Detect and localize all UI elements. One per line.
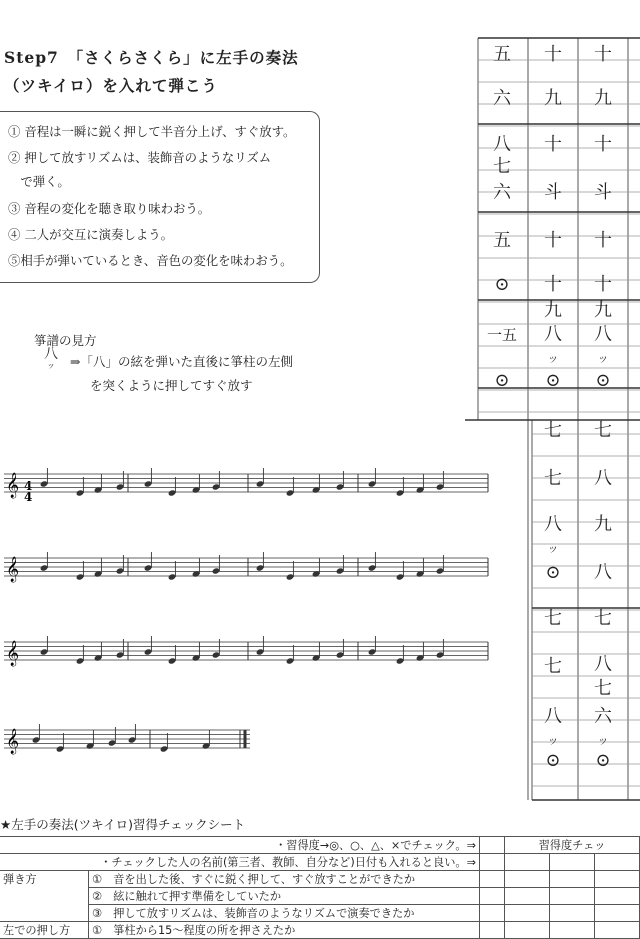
tab-col3-note: 九 xyxy=(594,300,612,321)
instruction-3: ③ 音程の変化を聴き取り味わおう。 xyxy=(8,201,211,216)
legend-line-1: ⇒「八」の絃を弾いた直後に箏柱の左側 xyxy=(70,354,293,369)
table-cell xyxy=(480,837,505,854)
tab-col2-note: 七 xyxy=(544,420,562,441)
tab-col2-note: ⊙ xyxy=(545,750,561,771)
tab-col1-note: 六 xyxy=(493,182,511,203)
tab-col2-note: 八 xyxy=(544,706,562,727)
tab-col2-note: 十 xyxy=(544,230,562,251)
check-cell[interactable] xyxy=(480,888,505,905)
tab-col2-note: ⊙ xyxy=(545,562,561,583)
tab-col2-note: 九 xyxy=(544,88,562,109)
check-item-1: ① 音を出した後、すぐに鋭く押して、すぐ放すことができたか xyxy=(89,871,480,888)
tab-col3-note: 十 xyxy=(594,230,612,251)
check-cell[interactable] xyxy=(550,888,595,905)
table-row xyxy=(0,905,640,922)
tab-col1-note: 七 xyxy=(493,156,511,177)
legend-heading: 箏譜の見方 xyxy=(34,333,97,348)
table-row xyxy=(0,837,640,854)
tab-col2-note: 斗 xyxy=(544,182,562,203)
tab-col3-note: 八 xyxy=(594,562,612,583)
tab-col3-note: 斗 xyxy=(594,182,612,203)
check-header: 習得度チェッ xyxy=(505,837,640,854)
check-cell[interactable] xyxy=(595,871,640,888)
instruction-2: ② 押して放すリズムは、装飾音のようなリズム xyxy=(8,150,272,165)
treble-clef: 𝄞 xyxy=(6,473,20,498)
check-item-2: ② 絃に触れて押す準備をしていたか xyxy=(89,888,480,905)
check-cell[interactable] xyxy=(480,854,505,871)
tab-col3-note-sub: ッ xyxy=(597,352,609,365)
tab-col2-note-sub: ッ xyxy=(547,542,559,555)
check-cell[interactable] xyxy=(595,905,640,922)
check-sheet-table xyxy=(0,836,640,939)
legend-symbol-main: 八 xyxy=(44,346,58,362)
tab-col3-note: 九 xyxy=(594,514,612,535)
instruction-5: ⑤相手が弾いているとき、音色の変化を味わおう。 xyxy=(8,253,293,268)
title-line-2: （ツキイロ）を入れて弾こう xyxy=(4,76,218,95)
tab-col3-note: 七 xyxy=(594,678,612,699)
tab-col2-note: 十 xyxy=(544,274,562,295)
tab-col3-note: 十 xyxy=(594,274,612,295)
tab-col3-note: 七 xyxy=(594,608,612,629)
tab-col3-note: 八 xyxy=(594,654,612,675)
check-item-4: ① 箏柱から15〜程度の所を押さえたか xyxy=(89,922,480,939)
check-item-3: ③ 押して放すリズムは、装飾音のようなリズムで演奏できたか xyxy=(89,905,480,922)
tab-col3-note: 八 xyxy=(594,324,612,345)
tab-col3-note: 十 xyxy=(594,134,612,155)
tab-col2-note: 九 xyxy=(544,300,562,321)
tab-col2-note: 十 xyxy=(544,134,562,155)
tab-col2-note: 八 xyxy=(544,514,562,535)
tab-col3-note: 十 xyxy=(594,44,612,65)
check-cell[interactable] xyxy=(480,922,505,939)
time-signature-bottom: 4 xyxy=(24,490,33,504)
treble-clef: 𝄞 xyxy=(6,641,20,666)
check-cell[interactable] xyxy=(505,905,550,922)
tab-col1-note: 八 xyxy=(493,134,511,155)
time-signature-top: 4 xyxy=(24,479,33,493)
legend-line-2: を突くように押してすぐ放す xyxy=(90,378,253,393)
tab-col2-note: ⊙ xyxy=(545,370,561,391)
check-cell[interactable] xyxy=(505,922,550,939)
table-row xyxy=(0,922,640,939)
tab-col3-note: 六 xyxy=(594,706,612,727)
check-cell[interactable] xyxy=(480,905,505,922)
check-name-note: ・チェックした人の名前(第三者、教師、自分など)日付も入れると良い。⇒ xyxy=(0,854,480,871)
instruction-4: ④ 二人が交互に演奏しよう。 xyxy=(8,227,174,242)
tab-col1-note: 一五 xyxy=(486,326,518,344)
tab-col3-note-sub: ッ xyxy=(597,734,609,747)
tab-col3-note: 七 xyxy=(594,420,612,441)
tab-col2-note-sub: ッ xyxy=(547,734,559,747)
check-cell[interactable] xyxy=(550,922,595,939)
tab-col1-note: ⊙ xyxy=(494,370,510,391)
tab-col2-note: 七 xyxy=(544,468,562,489)
check-cell[interactable] xyxy=(505,854,550,871)
tab-col3-note: 九 xyxy=(594,88,612,109)
tab-col1-note: 六 xyxy=(493,88,511,109)
check-cell[interactable] xyxy=(595,922,640,939)
instruction-1: ① 音程は一瞬に鋭く押して半音分上げ、すぐ放す。 xyxy=(8,124,296,139)
tab-col1-note: 五 xyxy=(493,230,511,251)
check-sheet-heading: ★左手の奏法(ツキイロ)習得チェックシート xyxy=(0,817,246,832)
title-line-1: Step7 「さくらさくら」に左手の奏法 xyxy=(4,48,299,67)
check-cell[interactable] xyxy=(505,871,550,888)
tab-col2-note: 七 xyxy=(544,656,562,677)
table-row xyxy=(0,854,640,871)
tab-col3-note: 八 xyxy=(594,468,612,489)
check-cell[interactable] xyxy=(550,905,595,922)
category-pressing: 左での押し方 xyxy=(0,922,89,939)
tab-col1-note: 五 xyxy=(493,44,511,65)
tab-col2-note: 十 xyxy=(544,44,562,65)
check-cell[interactable] xyxy=(505,888,550,905)
check-legend: ・習得度→◎、○、△、×でチェック。⇒ xyxy=(0,837,480,854)
staff-notation xyxy=(0,440,500,780)
check-cell[interactable] xyxy=(550,854,595,871)
treble-clef: 𝄞 xyxy=(6,557,20,582)
category-playing: 弾き方 xyxy=(0,871,89,922)
tab-col2-note-sub: ッ xyxy=(547,352,559,365)
check-cell[interactable] xyxy=(595,854,640,871)
table-row xyxy=(0,888,640,905)
legend-symbol-sub: ッ xyxy=(47,361,55,370)
check-cell[interactable] xyxy=(480,871,505,888)
tab-col2-note: 八 xyxy=(544,324,562,345)
tab-col1-note: ⊙ xyxy=(494,274,510,295)
instruction-2-cont: で弾く。 xyxy=(8,174,70,189)
tab-col3-note: ⊙ xyxy=(595,750,611,771)
tab-col2-note: 七 xyxy=(544,608,562,629)
treble-clef: 𝄞 xyxy=(6,729,20,754)
tab-col3-note: ⊙ xyxy=(595,370,611,391)
table-row xyxy=(0,871,640,888)
check-cell[interactable] xyxy=(550,871,595,888)
check-cell[interactable] xyxy=(595,888,640,905)
